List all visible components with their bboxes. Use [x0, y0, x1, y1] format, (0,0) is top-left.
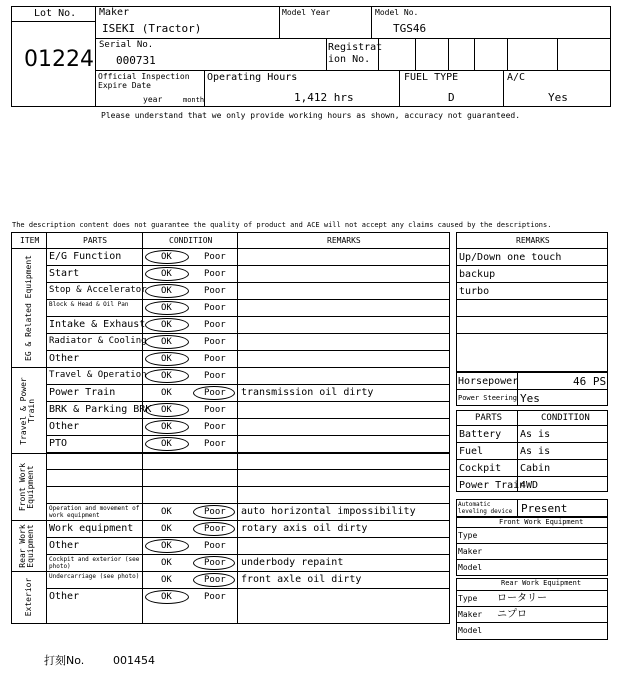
maker-value: ISEKI (Tractor)	[102, 22, 202, 35]
auto-leveling-value: Present	[521, 502, 568, 515]
registration-label: Registrat ion No.	[328, 42, 383, 65]
poor-circle-mark	[193, 556, 235, 570]
maker-label: Maker	[99, 7, 130, 18]
row-divider	[46, 282, 450, 283]
side-remark-item: Up/Down one touch	[459, 252, 562, 263]
header-condition: CONDITION	[169, 236, 213, 245]
operating-hours-value: 1,412 hrs	[294, 91, 354, 104]
lot-label: Lot No.	[34, 8, 77, 19]
ok-circle-mark	[145, 335, 189, 349]
header-parts: PARTS	[83, 236, 108, 245]
side-remarks-divider	[456, 333, 608, 334]
stamp-value: 001454	[113, 654, 155, 667]
row-poor: Poor	[204, 507, 226, 517]
equip-divider	[456, 590, 608, 591]
poor-circle-mark	[193, 522, 235, 536]
row-ok: OK	[161, 575, 172, 585]
row-ok: OK	[161, 422, 172, 432]
side-remarks-header: REMARKS	[516, 236, 550, 245]
row-poor: Poor	[204, 388, 226, 398]
row-poor: Poor	[204, 303, 226, 313]
side-cond-divider	[456, 459, 608, 460]
row-part: Work equipment	[49, 523, 134, 534]
fuel-type-label: FUEL TYPE	[404, 72, 459, 83]
ok-circle-mark	[145, 284, 189, 298]
row-ok: OK	[161, 541, 172, 551]
row-divider	[46, 367, 450, 368]
row-poor: Poor	[204, 371, 226, 381]
row-remark: underbody repaint	[241, 557, 344, 568]
row-remark: transmission oil dirty	[241, 387, 374, 398]
row-ok: OK	[161, 303, 172, 313]
row-divider	[46, 571, 450, 572]
row-part: Operation and movement of work equipment	[49, 505, 140, 519]
horsepower-label: Horsepower	[458, 376, 519, 387]
ok-circle-mark	[145, 437, 189, 451]
row-poor: Poor	[204, 575, 226, 585]
row-poor: Poor	[204, 524, 226, 534]
ok-circle-mark	[145, 539, 189, 553]
row-divider	[46, 435, 450, 436]
side-remarks-divider	[456, 265, 608, 266]
side-cond-part: Fuel	[459, 446, 484, 457]
row-poor: Poor	[204, 405, 226, 415]
row-part: Radiator & Cooling	[49, 336, 147, 346]
ok-circle-mark	[145, 420, 189, 434]
side-cond-value: As is	[520, 446, 551, 457]
inspection-label: Official Inspection Expire Date	[98, 72, 190, 90]
stamp-label: 打刻No.	[44, 654, 85, 667]
row-divider	[46, 503, 450, 504]
row-ok: OK	[161, 252, 172, 262]
serial-value: 000731	[116, 54, 156, 67]
row-poor: Poor	[204, 269, 226, 279]
side-cond-divider	[456, 442, 608, 443]
row-remark: front axle oil dirty	[241, 574, 362, 585]
row-poor: Poor	[204, 320, 226, 330]
equip-value: ロータリー	[497, 593, 547, 604]
row-divider	[46, 316, 450, 317]
row-divider	[46, 537, 450, 538]
hours-notice: Please understand that we only provide working hours as shown, accuracy not guaranteed.	[101, 111, 521, 120]
ok-circle-mark	[145, 301, 189, 315]
auto-leveling-label: Automatic leveling device	[458, 501, 513, 515]
header-remarks: REMARKS	[327, 236, 361, 245]
model-no-value: TGS46	[393, 22, 427, 35]
side-remarks-divider	[456, 299, 608, 300]
row-ok: OK	[161, 439, 172, 449]
row-divider	[46, 418, 450, 419]
equip-label: Type	[458, 531, 478, 540]
row-divider	[46, 469, 450, 470]
equip-label: Type	[458, 594, 478, 603]
fuel-type-value: D	[448, 91, 455, 104]
power-steering-value: Yes	[520, 392, 540, 405]
group-label-front: Front Work Equipment	[18, 462, 36, 512]
row-ok: OK	[161, 507, 172, 517]
row-poor: Poor	[204, 286, 226, 296]
row-part: Power Train	[49, 387, 116, 398]
ac-label: A/C	[507, 72, 526, 83]
row-poor: Poor	[204, 337, 226, 347]
row-divider	[46, 588, 450, 589]
row-ok: OK	[161, 354, 172, 364]
equip-divider	[456, 527, 608, 528]
row-part: Cockpit and exterior (see photo)	[49, 556, 140, 570]
poor-circle-mark	[193, 573, 235, 587]
row-ok: OK	[161, 337, 172, 347]
row-ok: OK	[161, 524, 172, 534]
row-part: E/G Function	[49, 251, 122, 262]
row-part: Undercarriage (see photo)	[49, 573, 140, 580]
condition-header: CONDITION	[541, 413, 590, 423]
equip-label: Maker	[458, 547, 483, 556]
row-remark: auto horizontal impossibility	[241, 506, 416, 517]
row-poor: Poor	[204, 422, 226, 432]
row-ok: OK	[161, 320, 172, 330]
group-label-exterior: Exterior	[24, 577, 33, 617]
row-divider	[46, 333, 450, 334]
disclaimer-text: The description content does not guarantee the quality of product and ACE will not accept any claims caused by the descriptions.	[12, 221, 552, 229]
equip-label: Model	[458, 563, 483, 572]
row-poor: Poor	[204, 592, 226, 602]
ok-circle-mark	[145, 250, 189, 264]
operating-hours-label: Operating Hours	[207, 72, 298, 83]
row-part: Start	[49, 268, 80, 279]
lot-number: 01224	[24, 47, 94, 72]
group-label-eg: EG & Related Equipment	[24, 255, 33, 361]
ok-circle-mark	[145, 369, 189, 383]
row-divider	[46, 452, 450, 453]
ok-circle-mark	[145, 318, 189, 332]
row-part: Other	[49, 540, 80, 551]
model-no-label: Model No.	[375, 8, 419, 17]
ok-circle-mark	[145, 590, 189, 604]
row-divider	[46, 265, 450, 266]
side-cond-part: Power Train	[459, 480, 526, 491]
row-part: BRK & Parking BRK	[49, 404, 152, 415]
power-steering-label: Power Steering	[458, 394, 518, 402]
row-divider	[46, 350, 450, 351]
row-part: Other	[49, 353, 80, 364]
row-poor: Poor	[204, 354, 226, 364]
row-part: Stop & Accelerator	[49, 285, 147, 295]
model-year-label: Model Year	[282, 8, 331, 17]
equip-label: Model	[458, 626, 483, 635]
row-ok: OK	[161, 388, 172, 398]
row-ok: OK	[161, 405, 172, 415]
row-divider	[46, 401, 450, 402]
side-cond-value: As is	[520, 429, 551, 440]
ac-value: Yes	[548, 91, 568, 104]
row-divider	[46, 520, 450, 521]
front-equipment-title: Front Work Equipment	[499, 518, 584, 526]
row-ok: OK	[161, 269, 172, 279]
equip-divider	[456, 622, 608, 623]
row-part: Other	[49, 421, 80, 432]
equip-divider	[456, 559, 608, 560]
row-remark: rotary axis oil dirty	[241, 523, 368, 534]
side-cond-value: Cabin	[520, 463, 551, 474]
group-label-rear: Rear Work Equipment	[18, 524, 36, 568]
serial-label: Serial No.	[99, 40, 154, 50]
side-cond-part: Cockpit	[459, 463, 502, 474]
row-part: PTO	[49, 438, 68, 449]
horsepower-value: 46 PS	[573, 375, 607, 388]
group-label-travel: Travel & Power Train	[19, 377, 37, 445]
row-ok: OK	[161, 592, 172, 602]
equip-divider	[456, 606, 608, 607]
parts-header: PARTS	[475, 413, 503, 423]
row-part: Travel & Operation	[49, 370, 147, 380]
row-poor: Poor	[204, 558, 226, 568]
row-poor: Poor	[204, 541, 226, 551]
equip-value: ニプロ	[497, 609, 527, 620]
row-part: Intake & Exhaust	[49, 319, 146, 330]
row-ok: OK	[161, 286, 172, 296]
row-poor: Poor	[204, 252, 226, 262]
row-part: Block & Head & Oil Pan	[49, 301, 129, 308]
poor-circle-mark	[193, 386, 235, 400]
year-label: year	[143, 95, 163, 104]
ok-circle-mark	[145, 352, 189, 366]
rear-equipment-title: Rear Work Equipment	[501, 579, 582, 587]
side-remarks-divider	[456, 282, 608, 283]
side-remark-item: backup	[459, 269, 496, 280]
equip-divider	[456, 543, 608, 544]
row-divider	[46, 554, 450, 555]
side-cond-part: Battery	[459, 429, 502, 440]
side-cond-divider	[456, 476, 608, 477]
ok-circle-mark	[145, 267, 189, 281]
row-divider	[46, 486, 450, 487]
row-part: Other	[49, 591, 80, 602]
header-item: ITEM	[20, 236, 40, 245]
ok-circle-mark	[145, 403, 189, 417]
side-remark-item: turbo	[459, 286, 490, 297]
row-poor: Poor	[204, 439, 226, 449]
side-remarks-divider	[456, 316, 608, 317]
row-divider	[46, 299, 450, 300]
row-ok: OK	[161, 371, 172, 381]
side-cond-value: 4WD	[520, 480, 539, 491]
row-ok: OK	[161, 558, 172, 568]
month-label: month	[183, 96, 205, 104]
poor-circle-mark	[193, 505, 235, 519]
row-divider	[46, 384, 450, 385]
equip-label: Maker	[458, 610, 483, 619]
